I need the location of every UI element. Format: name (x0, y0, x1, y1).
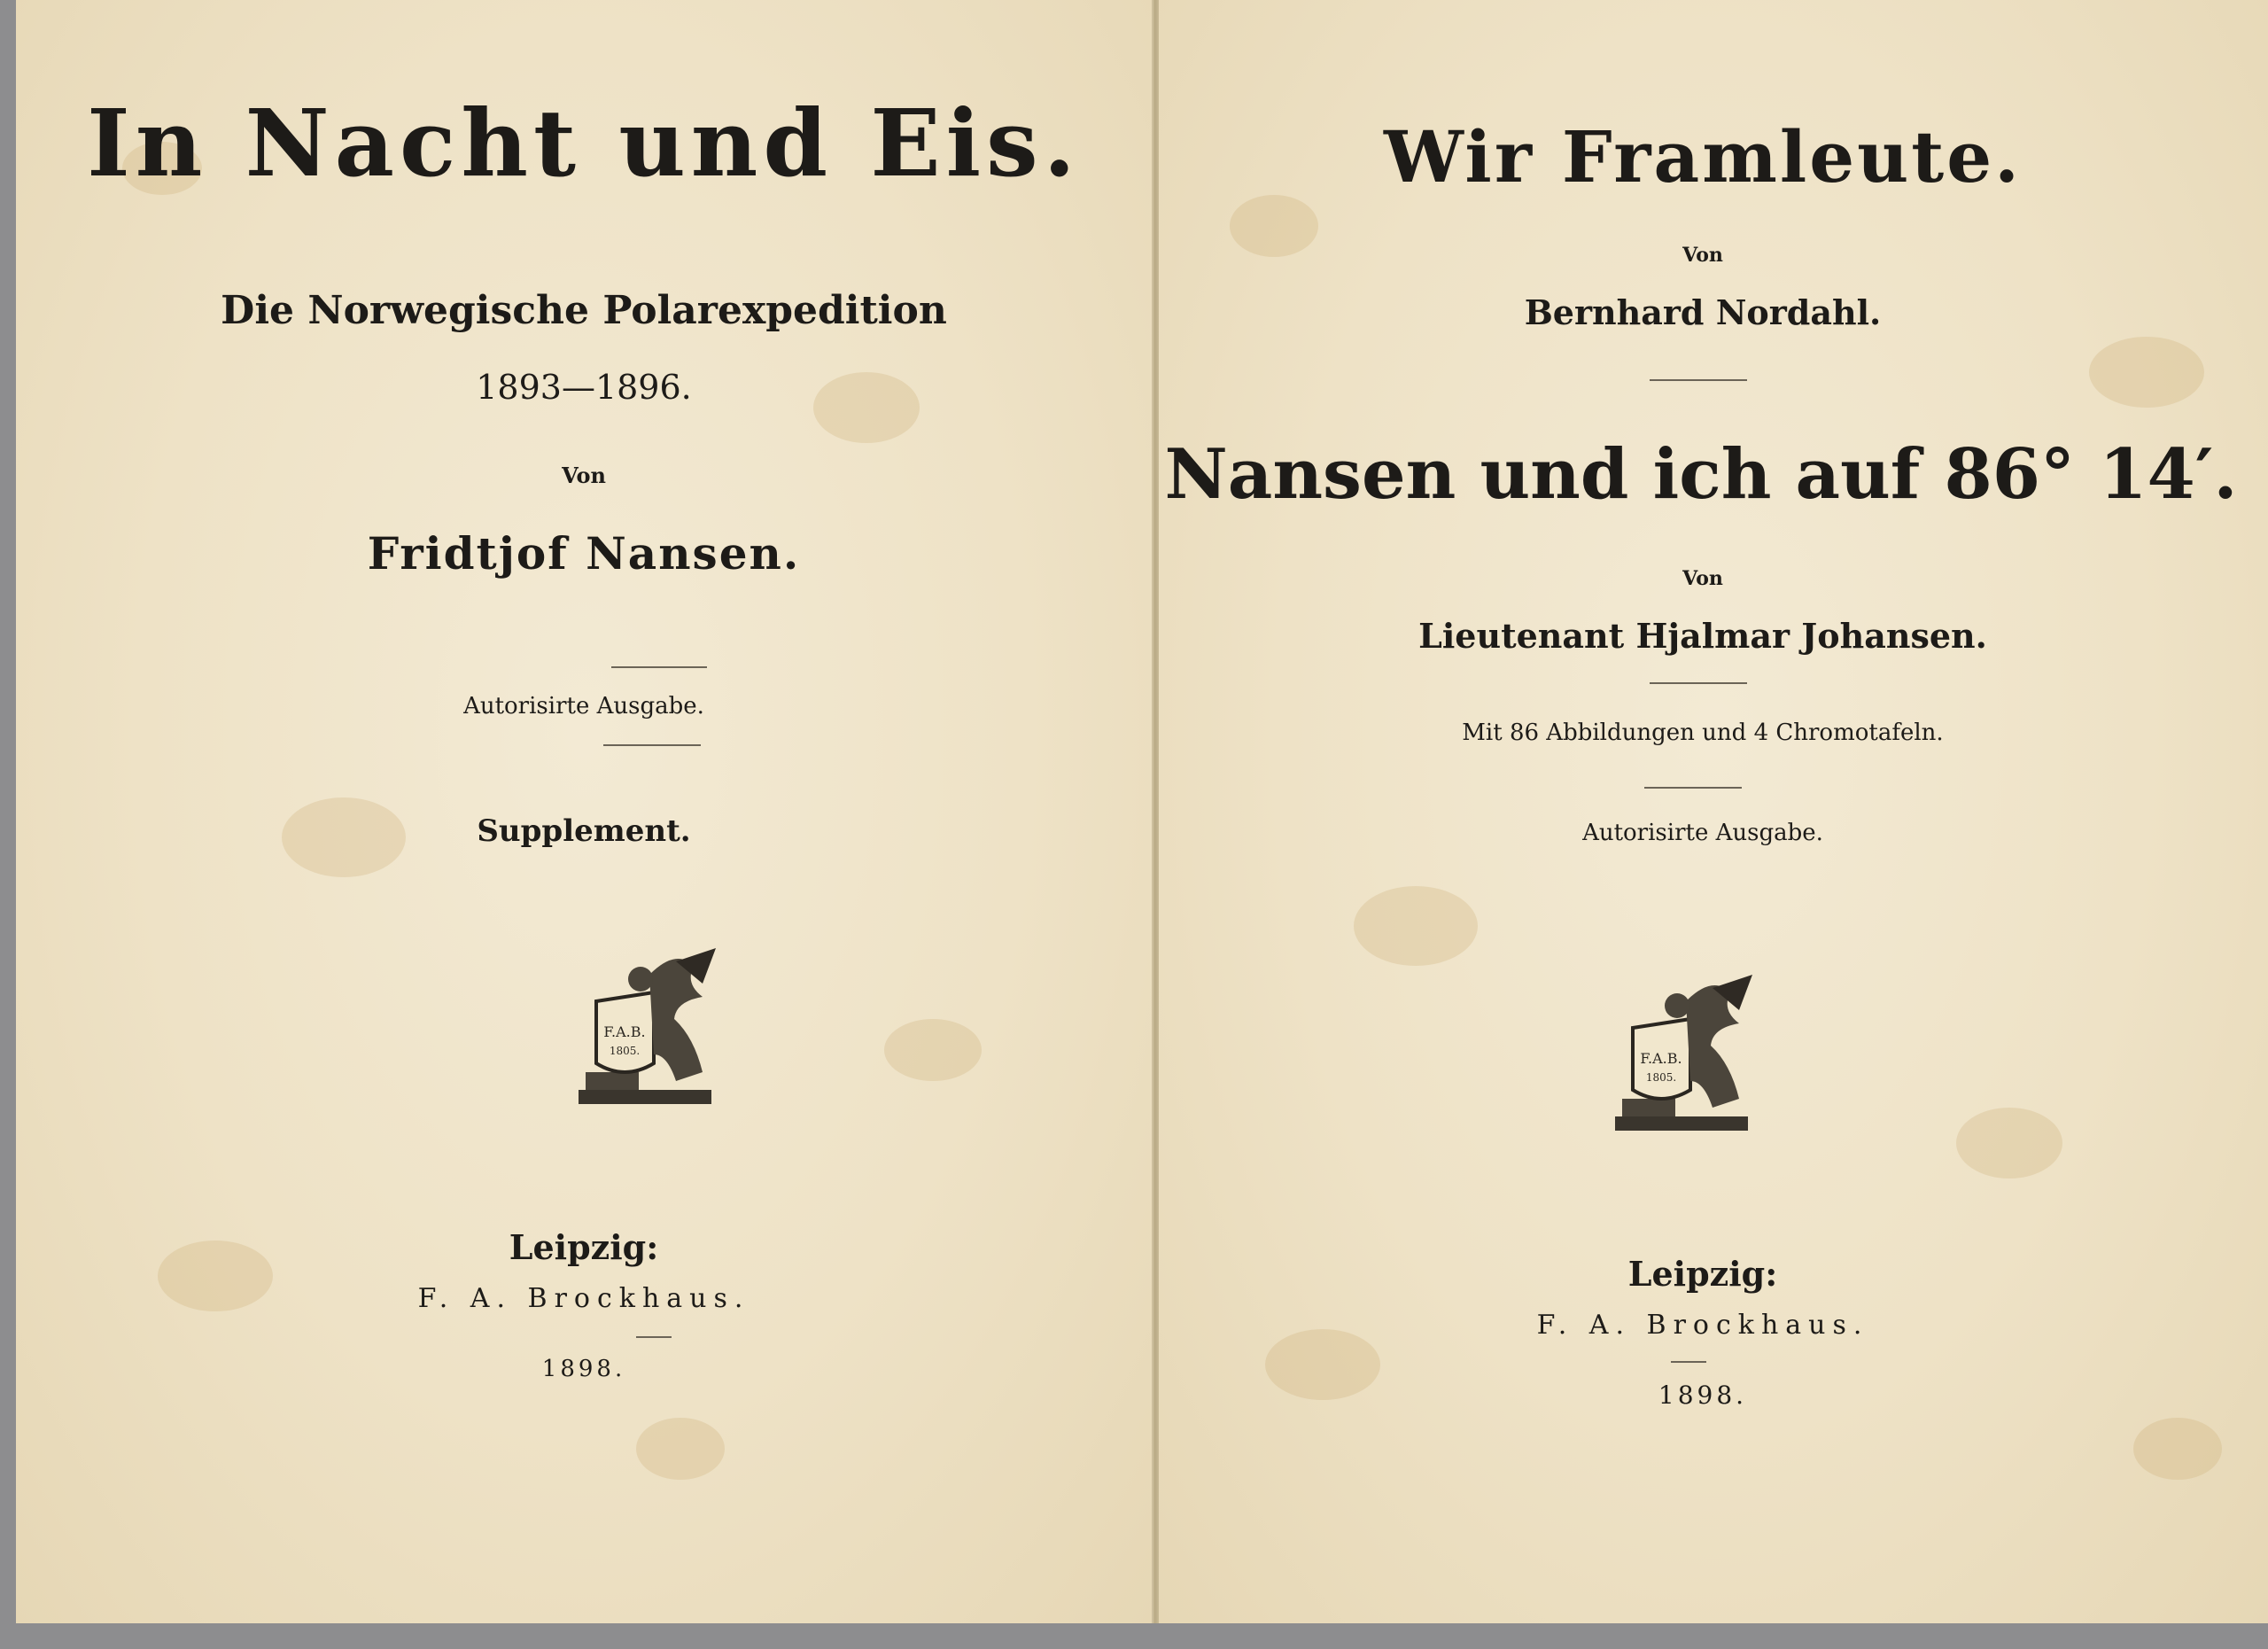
right-rule-3 (1644, 787, 1742, 789)
left-year: 1898. (541, 1356, 626, 1382)
right-page-content (1159, 0, 2268, 1623)
publisher-griffin-mark-icon (1606, 975, 1757, 1143)
left-years: 1893—1896. (476, 368, 692, 407)
right-rule-1 (1650, 379, 1747, 381)
left-supplement: Supplement. (477, 813, 691, 849)
left-page-content (16, 0, 1152, 1623)
right-title: Wir Framleute. (1383, 115, 2022, 198)
left-rule-2 (603, 744, 701, 746)
right-author-2: Lieutenant Hjalmar Johansen. (1418, 616, 1987, 656)
svg-text:F.A.B.: F.A.B. (1640, 1050, 1682, 1067)
svg-text:1805.: 1805. (609, 1045, 641, 1057)
right-by-2: Von (1682, 567, 1723, 590)
svg-text:1805.: 1805. (1645, 1071, 1677, 1084)
left-by: Von (562, 463, 606, 488)
left-rule-1 (611, 666, 707, 668)
right-edition: Autorisirte Ausgabe. (1582, 820, 1823, 846)
left-edition: Autorisirte Ausgabe. (463, 693, 704, 719)
left-publisher: F. A. Brockhaus. (417, 1283, 750, 1314)
right-illustrations: Mit 86 Abbildungen und 4 Chromotafeln. (1462, 719, 1944, 746)
left-title-page (16, 0, 1153, 1623)
left-title: In Nacht und Eis. (87, 89, 1081, 198)
svg-text:F.A.B.: F.A.B. (603, 1023, 646, 1040)
right-publisher: F. A. Brockhaus. (1536, 1310, 1869, 1341)
right-place: Leipzig: (1627, 1254, 1778, 1294)
right-by-1: Von (1682, 244, 1723, 267)
left-place: Leipzig: (509, 1227, 659, 1267)
left-author: Fridtjof Nansen. (367, 527, 801, 579)
right-author-1: Bernhard Nordahl. (1524, 292, 1882, 332)
right-title-2: Nansen und ich auf 86° 14′. (1164, 434, 2238, 515)
left-subtitle: Die Norwegische Polarexpedition (221, 288, 947, 333)
right-rule-4 (1671, 1361, 1706, 1363)
right-title-page (1159, 0, 2268, 1623)
right-rule-2 (1650, 682, 1747, 684)
right-year: 1898. (1658, 1381, 1748, 1410)
left-rule-3 (636, 1336, 672, 1338)
publisher-griffin-mark-icon (570, 948, 720, 1116)
